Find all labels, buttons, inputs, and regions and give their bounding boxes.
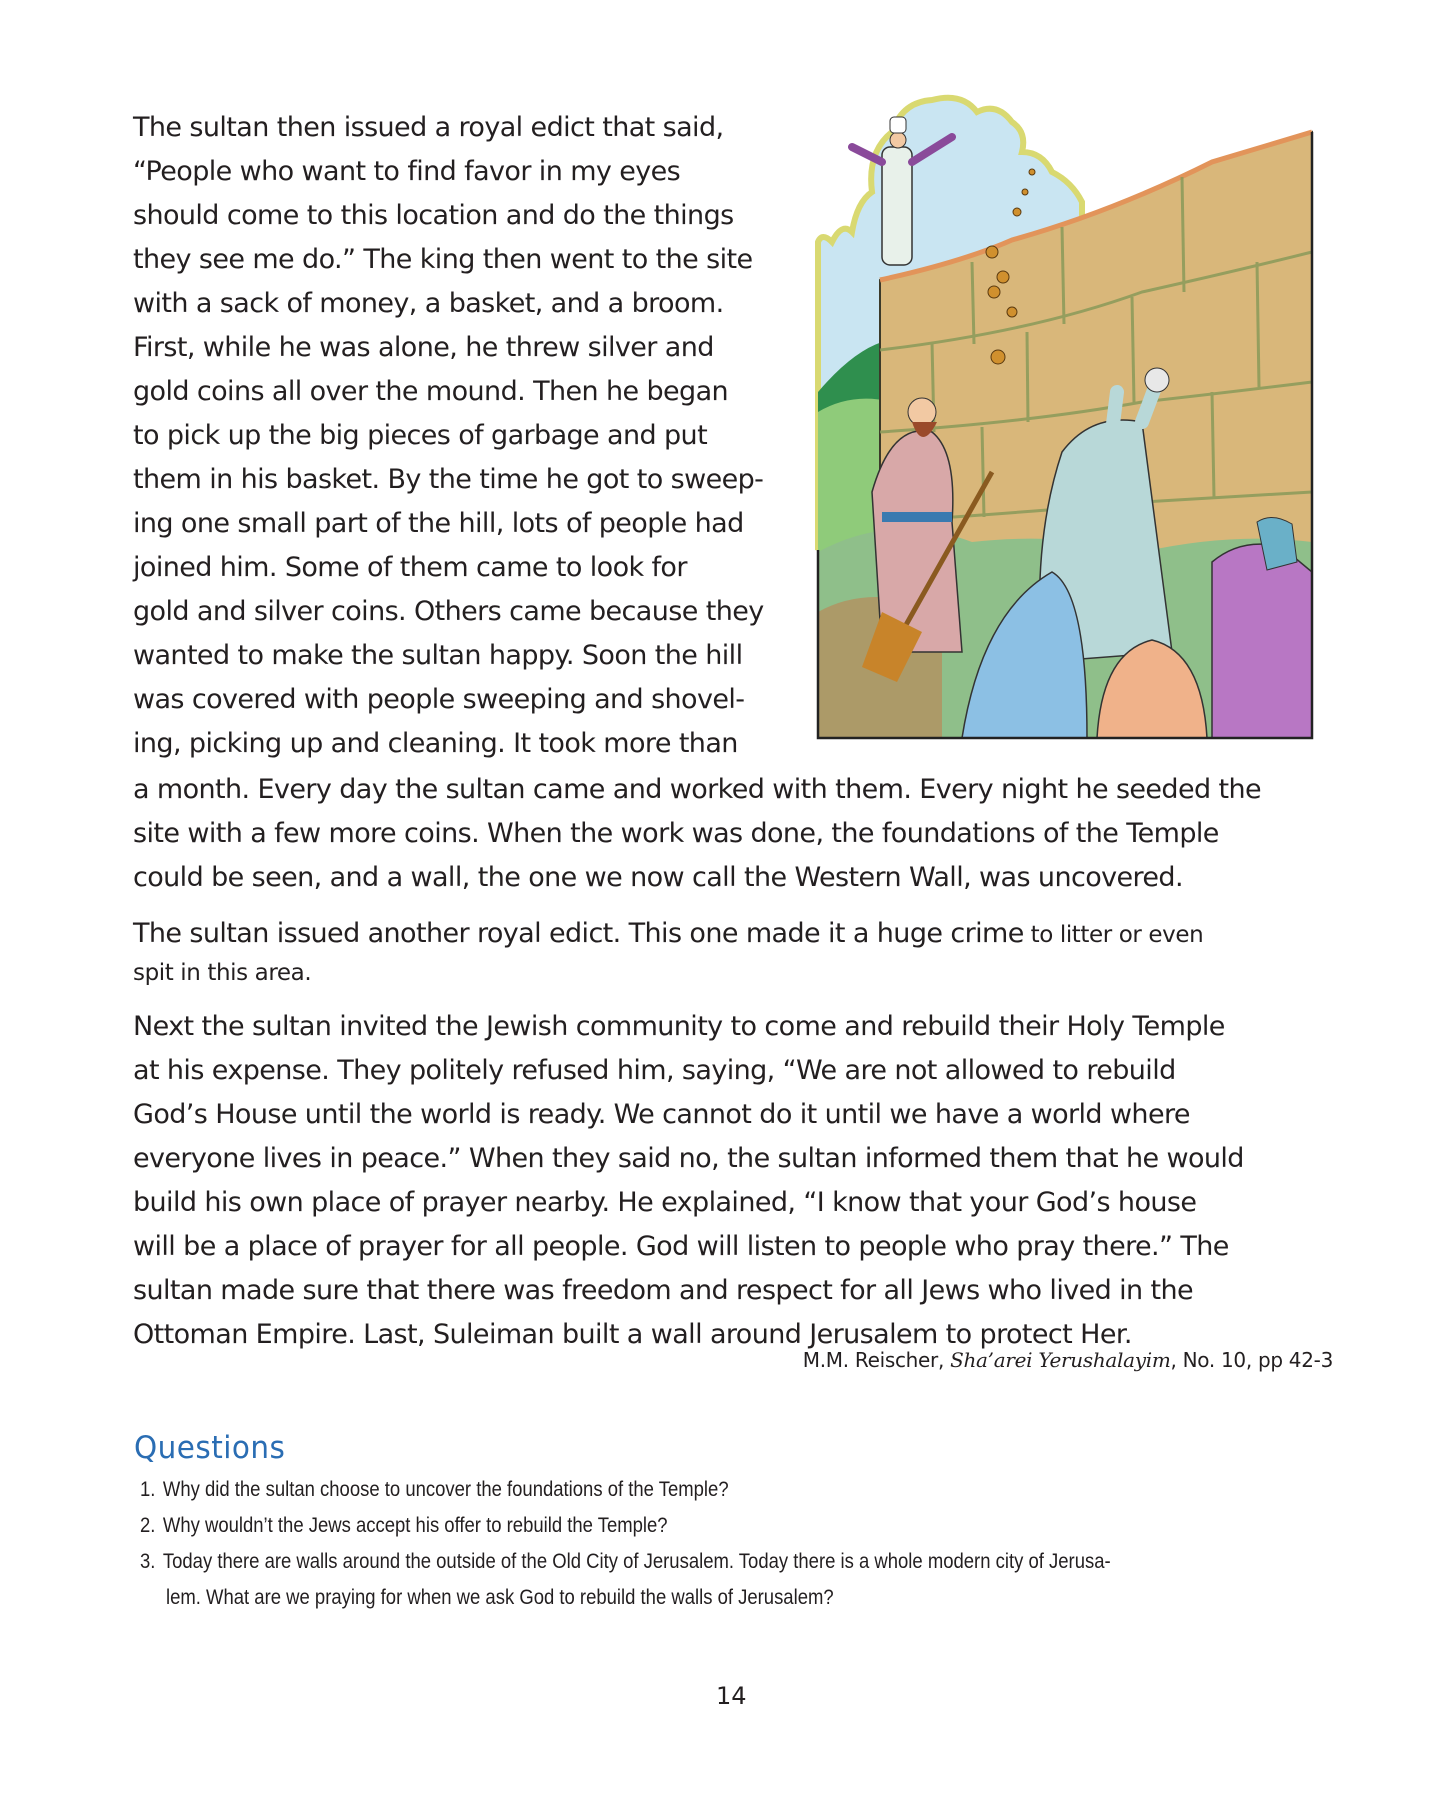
- story-line: to pick up the big pieces of garbage and put: [133, 420, 708, 451]
- citation-details: , No. 10, pp 42-3: [1170, 1348, 1333, 1372]
- story-line: gold and silver coins. Others came because they: [133, 596, 764, 627]
- story-line: joined him. Some of them came to look for: [133, 552, 687, 583]
- story-line: ing, picking up and cleaning. It took more than: [133, 728, 738, 759]
- question-item: [140, 1472, 729, 1508]
- story-line: a month. Every day the sultan came and worked with them. Every night he seeded the: [133, 774, 1262, 805]
- citation-author: M.M. Reischer,: [802, 1348, 951, 1372]
- story-line: with a sack of money, a basket, and a broom.: [133, 288, 724, 319]
- question-number: 2.: [140, 1514, 156, 1537]
- story-line: they see me do.” The king then went to the site: [133, 244, 753, 275]
- final-line: sultan made sure that there was freedom and respect for all Jews who lived in the: [133, 1275, 1194, 1306]
- story-line: ing one small part of the hill, lots of people had: [133, 508, 744, 539]
- story-line: was covered with people sweeping and shovel-: [133, 684, 745, 715]
- question-continuation: lem. What are we praying for when we ask God to rebuild the walls of Jerusalem?: [166, 1586, 834, 1609]
- final-line: at his expense. They politely refused him, saying, “We are not allowed to rebuild: [133, 1055, 1176, 1086]
- edict-tail: to litter or even: [1023, 922, 1204, 948]
- purple-robed-figure: [1212, 544, 1312, 738]
- final-line: Ottoman Empire. Last, Suleiman built a wall around Jerusalem to protect Her.: [133, 1319, 1132, 1350]
- page-number: 14: [716, 1682, 747, 1710]
- questions-heading: Questions: [134, 1430, 286, 1466]
- final-line: Next the sultan invited the Jewish community to come and rebuild their Holy Temple: [133, 1011, 1225, 1042]
- western-wall-illustration: [812, 92, 1320, 744]
- final-line: everyone lives in peace.” When they said no, the sultan informed them that he would: [133, 1143, 1244, 1174]
- question-number: 3.: [140, 1550, 156, 1573]
- question-item: [140, 1508, 668, 1544]
- final-line: will be a place of prayer for all people. God will listen to people who pray there.” The: [133, 1231, 1229, 1262]
- story-line: “People who want to find favor in my eyes: [133, 156, 681, 187]
- story-line: site with a few more coins. When the work was done, the foundations of the Temple: [133, 818, 1219, 849]
- citation-title: Sha’arei Yerushalayim: [950, 1348, 1171, 1372]
- question-text: Why wouldn’t the Jews accept his offer to rebuild the Temple?: [162, 1514, 668, 1537]
- story-line: gold coins all over the mound. Then he began: [133, 376, 729, 407]
- story-line: should come to this location and do the things: [133, 200, 734, 231]
- question-text: Why did the sultan choose to uncover the foundations of the Temple?: [162, 1478, 729, 1501]
- final-line: build his own place of prayer nearby. He explained, “I know that your God’s house: [133, 1187, 1197, 1218]
- edict-line: spit in this area.: [133, 960, 312, 986]
- edict-main: The sultan issued another royal edict. This one made it a huge crime: [133, 918, 1024, 949]
- final-line: God’s House until the world is ready. We cannot do it until we have a world where: [133, 1099, 1190, 1130]
- story-line: could be seen, and a wall, the one we now call the Western Wall, was uncovered.: [133, 862, 1183, 893]
- story-line: The sultan then issued a royal edict that said,: [133, 112, 724, 143]
- question-number: 1.: [140, 1478, 156, 1501]
- story-line: wanted to make the sultan happy. Soon the hill: [133, 640, 743, 671]
- story-line: First, while he was alone, he threw silver and: [133, 332, 714, 363]
- question-text: Today there are walls around the outside of the Old City of Jerusalem. Today there is a whole modern city of Jerusa-: [162, 1550, 1111, 1573]
- story-line: them in his basket. By the time he got to sweep-: [133, 464, 764, 495]
- question-item: [140, 1544, 1111, 1580]
- citation: [803, 1348, 1333, 1372]
